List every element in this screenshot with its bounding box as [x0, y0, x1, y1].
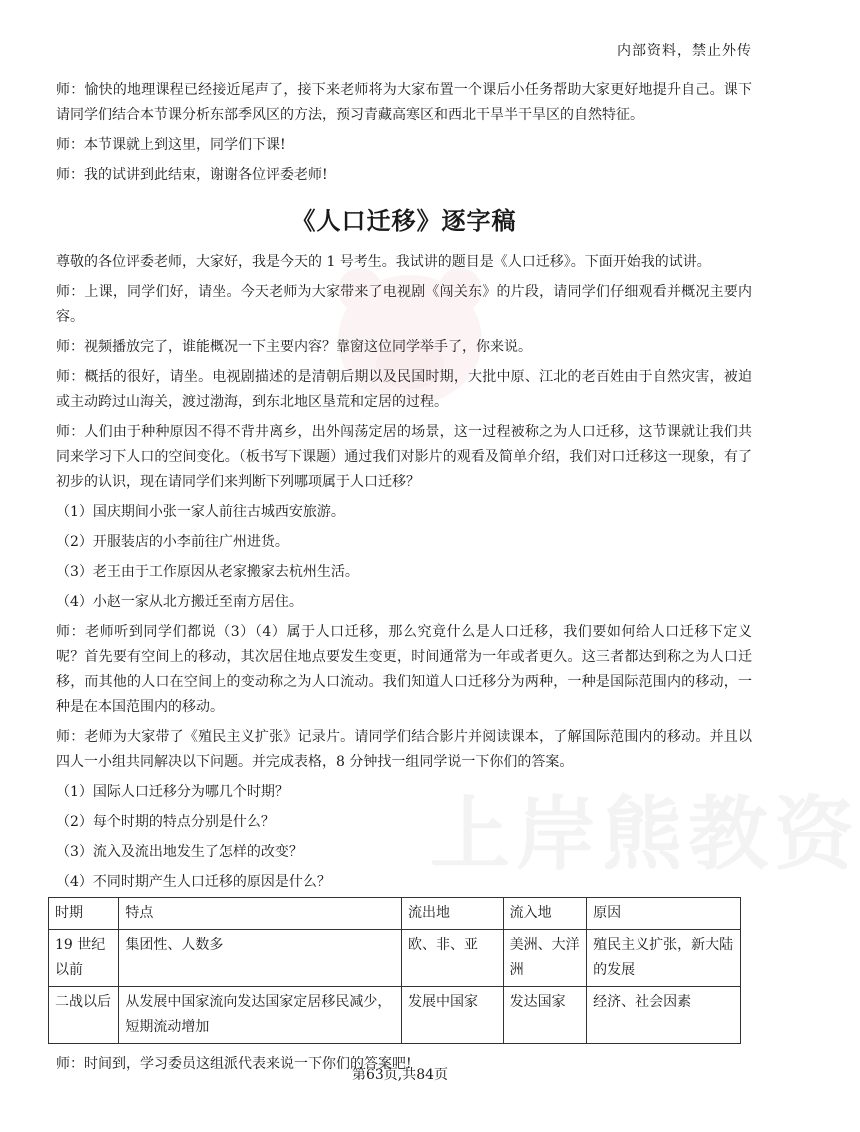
table-header-cell: 特点 [119, 898, 402, 930]
intro-paragraph: 师：我的试讲到此结束，谢谢各位评委老师! [56, 167, 328, 183]
table-header-cell: 流入地 [503, 898, 586, 930]
table-header-cell: 流出地 [402, 898, 504, 930]
paragraph: 师：人们由于种种原因不得不背井离乡，出外闯荡定居的场景，这一过程被称之为人口迁移，这节课就让我们共同来学习下人口的空间变化。（板书写下课题）通过我们对影片的观看及简单介绍，我们对口迁移这一现象，有了初步的认识，现在请同学们来判断下列哪项属于人口迁移？ [56, 424, 752, 490]
paragraph: 师：上课，同学们好，请坐。今天老师为大家带来了电视剧《闯关东》的片段，请同学们仔细观看并概况主要内容。 [56, 284, 752, 325]
paragraph: 师：老师为大家带了《殖民主义扩张》记录片。请同学们结合影片并阅读课本，了解国际范围内的移动。并且以四人一小组共同解决以下问题。并完成表格，8 分钟找一组同学说一下你们的答案。 [56, 729, 752, 770]
document-content [56, 78, 752, 1077]
table-header-cell: 原因 [587, 898, 741, 930]
list-item: （3）流入及流出地发生了怎样的改变？ [56, 844, 303, 860]
table-cell: 殖民主义扩张，新大陆的发展 [587, 930, 741, 987]
table-cell: 集团性、人数多 [119, 930, 402, 987]
table-header-cell: 时期 [49, 898, 119, 930]
intro-paragraph: 师：愉快的地理课程已经接近尾声了，接下来老师将为大家布置一个课后小任务帮助大家更好地提升自己。课下请同学们结合本节课分析东部季风区的方法，预习青藏高寒区和西北干旱半干旱区的自然特征。 [56, 82, 752, 123]
table-row [49, 987, 741, 1044]
table-cell: 美洲、大洋洲 [503, 930, 586, 987]
confidential-note: 内部资料，禁止外传 [617, 43, 752, 59]
paragraph: 师：老师听到同学们都说（3）（4）属于人口迁移，那么究竟什么是人口迁移，我们要如何给人口迁移下定义呢？首先要有空间上的移动，其次居住地点要发生变更，时间通常为一年或者更久。这三者都达到称之为人口迁移，而其他的人口在空间上的变动称之为人口流动。我们知道人口迁移分为两种，一种是国际范围内的移动，一种是在本国范围内的移动。 [56, 624, 752, 715]
list-item: （4）不同时期产生人口迁移的原因是什么？ [56, 874, 331, 890]
table-cell: 发展中国家 [402, 987, 504, 1044]
table-cell: 经济、社会因素 [587, 987, 741, 1044]
list-item: （1）国际人口迁移分为哪几个时期？ [56, 784, 289, 800]
list-item: （4）小赵一家从北方搬迁至南方居住。 [56, 594, 303, 610]
table-cell: 19 世纪以前 [49, 930, 119, 987]
page-title: 《人口迁移》逐字稿 [291, 207, 517, 235]
paragraph: 师：时间到，学习委员这组派代表来说一下你们的答案吧! [56, 1056, 412, 1072]
list-item: （2）开服装店的小李前往广州进货。 [56, 534, 289, 550]
paragraph: 师：概括的很好，请坐。电视剧描述的是清朝后期以及民国时期，大批中原、江北的老百姓由于自然灾害，被迫或主动跨过山海关，渡过渤海，到东北地区垦荒和定居的过程。 [56, 369, 752, 410]
page-number: 第63页,共84页 [351, 1067, 449, 1083]
table-cell: 发达国家 [503, 987, 586, 1044]
table-cell: 欧、非、亚 [402, 930, 504, 987]
list-item: （1）国庆期间小张一家人前往古城西安旅游。 [56, 504, 345, 520]
table-cell: 从发展中国家流向发达国家定居移民减少，短期流动增加 [119, 987, 402, 1044]
list-item: （2）每个时期的特点分别是什么？ [56, 814, 275, 830]
intro-paragraph: 师：本节课就上到这里，同学们下课! [56, 137, 286, 153]
table-row [49, 930, 741, 987]
paragraph: 师：视频播放完了，谁能概况一下主要内容？靠窗这位同学举手了，你来说。 [56, 339, 532, 355]
migration-table [48, 897, 741, 1044]
list-item: （3）老王由于工作原因从老家搬家去杭州生活。 [56, 564, 359, 580]
table-header-row [49, 898, 741, 930]
table-cell: 二战以后 [49, 987, 119, 1044]
watermark-text: 上岸熊教资 [430, 788, 860, 881]
paragraph: 尊敬的各位评委老师，大家好，我是今天的 1 号考生。我试讲的题目是《人口迁移》。下面开始我的试讲。 [56, 254, 711, 270]
